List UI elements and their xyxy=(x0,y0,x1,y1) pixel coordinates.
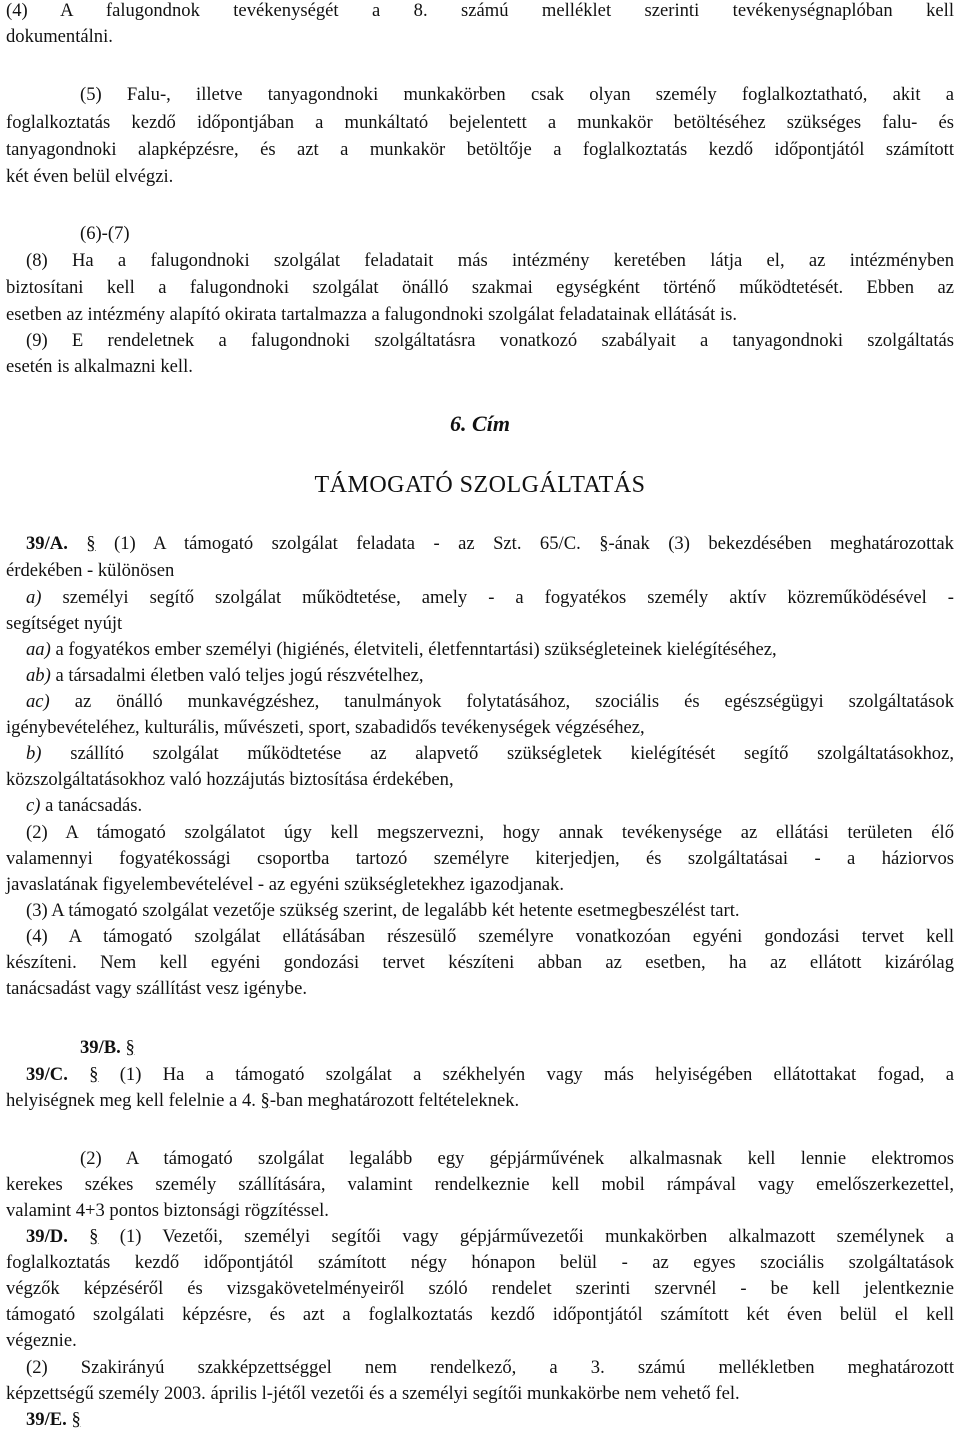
section-39c-2-line-1: (2) A támogató szolgálat legalább egy gépjárművének alkalmasnak kell lennie elektromos xyxy=(80,1148,954,1169)
item-a-text: személyi segítő szolgálat működtetése, amely - a fogyatékos személy aktív közreműködésével - xyxy=(62,587,954,608)
section-39e-number: 39/E. xyxy=(26,1409,67,1430)
section-39d-line-4: támogató szolgálati képzésre, és azt a foglalkoztatás kezdő időpontjától számított két éven belül el kell xyxy=(6,1304,954,1325)
section-sign: § xyxy=(89,1064,99,1085)
section-39d-text: (1) Vezetői, személyi segítői vagy gépjárművezetői munkakörben alkalmazott személynek a xyxy=(119,1226,954,1247)
section-39b-number: 39/B. xyxy=(80,1037,121,1058)
paragraph-5-line-1: (5) Falu-, illetve tanyagondnoki munkakörben csak olyan személy foglalkoztatható, akit a xyxy=(80,84,954,105)
section-39a-2-line-2: valamennyi fogyatékossági csoportba tartozó személyre kiterjedjen, és szolgáltatásai - a háziorvos xyxy=(6,848,954,869)
paragraph-5-line-2: foglalkoztatás kezdő időpontjában a munkáltató bejelentett a munkakör betöltéséhez szükséges falu- és xyxy=(6,112,954,133)
section-39b xyxy=(80,1035,960,1061)
section-39a-text: (1) A támogató szolgálat feladata - az Szt. 65/C. xyxy=(114,533,581,554)
section-39a-2-line-1: (2) A támogató szolgálatot úgy kell megszervezni, hogy annak tevékenysége az ellátási területen élő xyxy=(26,822,954,843)
paragraph-6-7: (6)-(7) xyxy=(80,223,130,244)
paragraph-5-line-3: tanyagondnoki alapképzésre, és azt a munkakör betöltője a foglalkoztatás kezdő időpontjától számított xyxy=(6,139,954,160)
paragraph-8-line-1: (8) Ha a falugondnoki szolgálat feladatait más intézmény keretében látja el, az intézményben xyxy=(26,250,954,271)
section-39a-number: 39/A. xyxy=(26,533,68,554)
item-a-label: a) xyxy=(26,587,42,608)
paragraph-4-line-1: (4) A falugondnok tevékenységét a 8. számú melléklet szerinti tevékenységnaplóban kell xyxy=(6,0,954,21)
paragraph-5-line-4: két éven belül elvégzi. xyxy=(6,166,174,187)
item-ab-text: a társadalmi életben való teljes jogú részvételhez, xyxy=(55,665,424,686)
chapter-number-heading: 6. Cím xyxy=(450,411,510,436)
section-39c-2-line-2: kerekes székes személy szállítására, valamint rendelkeznie kell mobil rámpával vagy emelőszerkezettel, xyxy=(6,1174,954,1195)
section-39a-line-1 xyxy=(26,531,954,557)
section-39c-text-b: -ban meghatározott feltételeknek. xyxy=(269,1090,520,1111)
item-ac-label: ac) xyxy=(26,691,50,712)
item-ab xyxy=(26,663,954,689)
section-39a-text-cont: -ának (3) bekezdésében meghatározottak xyxy=(608,533,954,554)
item-aa-label: aa) xyxy=(26,639,51,660)
item-aa-text: a fogyatékos ember személyi (higiénés, életviteli, életfenntartási) szükségleteinek kielégítéséhez, xyxy=(55,639,777,660)
paragraph-8-line-3: esetben az intézmény alapító okirata tartalmazza a falugondnoki szolgálat feladatainak ellátását is. xyxy=(6,304,738,325)
section-39d-line-5: végeznie. xyxy=(6,1330,77,1351)
section-39c-line-1 xyxy=(26,1062,954,1088)
item-b-line-2: közszolgáltatásokhoz való hozzájutás biztosítása érdekében, xyxy=(6,769,454,790)
item-ab-label: ab) xyxy=(26,665,51,686)
item-b-line-1 xyxy=(26,741,954,767)
section-39c-line-2 xyxy=(6,1088,954,1114)
item-ac-text: az önálló munkavégzéshez, tanulmányok folytatásához, szociális és egészségügyi szolgáltatások xyxy=(74,691,954,712)
section-39e xyxy=(26,1407,954,1433)
section-39a-line-2: érdekében - különösen xyxy=(6,560,175,581)
item-a-line-2: segítséget nyújt xyxy=(6,613,123,634)
section-39c-2-line-3: valamint 4+3 pontos biztonsági rögzítéssel. xyxy=(6,1200,329,1221)
section-39d-line-2: foglalkoztatás kezdő időpontjától számított négy hónapon belül - az egyes szociális szolgáltatások xyxy=(6,1252,954,1273)
chapter-title-heading: TÁMOGATÓ SZOLGÁLTATÁS xyxy=(314,472,646,498)
section-39d-number: 39/D. xyxy=(26,1226,68,1247)
item-c-text: a tanácsadás. xyxy=(45,795,143,816)
item-a-line-1 xyxy=(26,585,954,611)
section-39a-2-line-3: javaslatának figyelembevételével - az egyéni szükségletekhez igazodjanak. xyxy=(6,874,565,895)
item-c xyxy=(26,793,954,819)
item-c-label: c) xyxy=(26,795,41,816)
item-aa xyxy=(26,637,954,663)
paragraph-9-line-2: esetén is alkalmazni kell. xyxy=(6,356,193,377)
section-sign: § xyxy=(89,1226,99,1247)
item-b-text: szállító szolgálat működtetése az alapvető szükségletek kielégítését segítő szolgáltatásokhoz, xyxy=(70,743,954,764)
section-39d-2-line-2: képzettségű személy 2003. április l-jétől vezetői és a személyi segítői munkakörbe nem vehető fel. xyxy=(6,1383,740,1404)
paragraph-8-line-2: biztosítani kell a falugondnoki szolgálat önálló szakmai egységként történő működtetését. Ebben az xyxy=(6,277,954,298)
section-sign: § xyxy=(260,1090,270,1111)
section-39a-4-line-2: készíteni. Nem kell egyéni gondozási tervet készíteni abban az esetben, ha az ellátott kizárólag xyxy=(6,952,954,973)
section-39d-2-line-1: (2) Szakirányú szakképzettséggel nem rendelkező, a 3. számú mellékletben meghatározott xyxy=(26,1357,954,1378)
item-b-label: b) xyxy=(26,743,42,764)
section-39a-3-line-1: (3) A támogató szolgálat vezetője szükség szerint, de legalább két hetente esetmegbeszélést tart. xyxy=(26,900,740,921)
section-sign: § xyxy=(125,1037,135,1058)
section-39c-text-a: helyiségnek meg kell felelnie a 4. xyxy=(6,1090,256,1111)
item-ac-line-1 xyxy=(26,689,954,715)
paragraph-4-line-2: dokumentálni. xyxy=(6,26,113,47)
section-39c-number: 39/C. xyxy=(26,1064,68,1085)
section-39a-4-line-1: (4) A támogató szolgálat ellátásában részesülő személyre vonatkozóan egyéni gondozási tervet kell xyxy=(26,926,954,947)
section-sign: § xyxy=(599,533,609,554)
section-sign: § xyxy=(86,533,96,554)
section-sign: § xyxy=(71,1409,81,1430)
paragraph-9-line-1: (9) E rendeletnek a falugondnoki szolgáltatásra vonatkozó szabályait a tanyagondnoki szolgáltatás xyxy=(26,330,954,351)
section-39a-4-line-3: tanácsadást vagy szállítást vesz igénybe. xyxy=(6,978,308,999)
item-ac-line-2: igénybevételéhez, kulturális, művészeti, sport, szabadidős tevékenységek végzéséhez, xyxy=(6,717,645,738)
section-39c-text: (1) Ha a támogató szolgálat a székhelyén vagy más helyiségében ellátottakat fogad, a xyxy=(119,1064,954,1085)
section-39d-line-1 xyxy=(26,1224,954,1250)
section-39d-line-3: végzők képzéséről és vizsgakövetelményeiről szóló rendelet szerinti szervnél - be kell jelentkeznie xyxy=(6,1278,954,1299)
